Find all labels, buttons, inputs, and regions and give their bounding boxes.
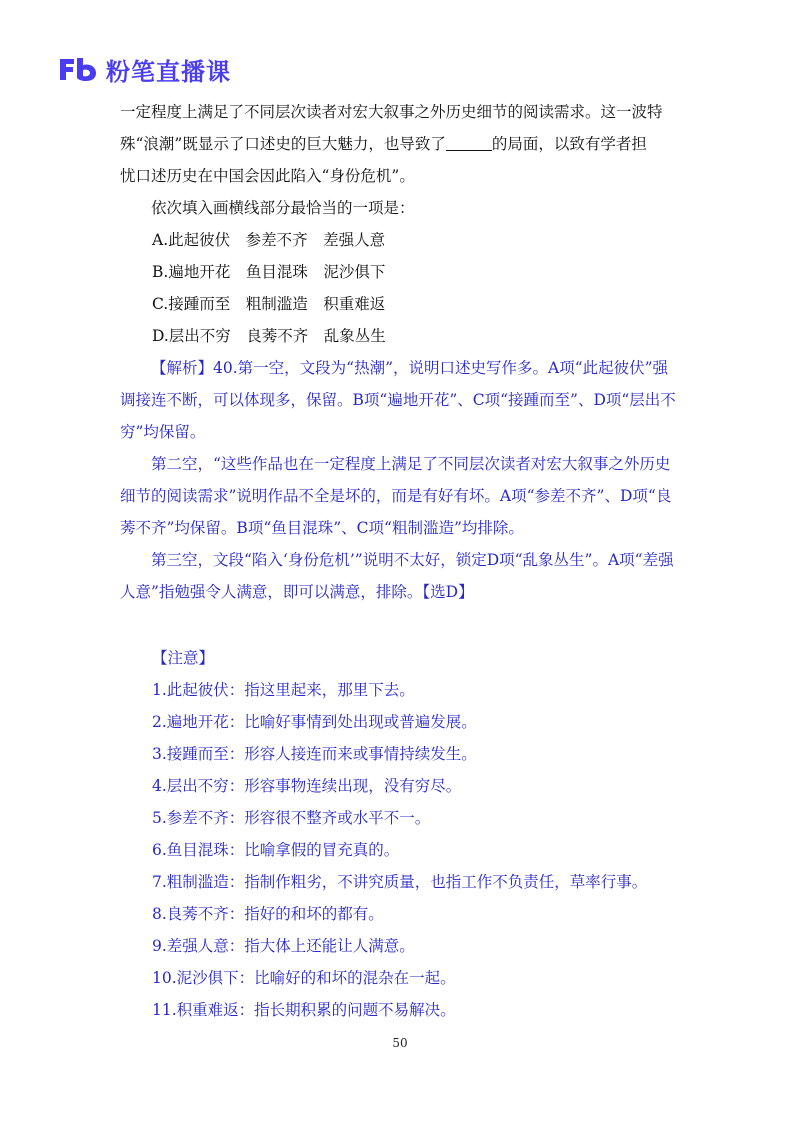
note-item: 9.差强人意：指大体上还能让人满意。 xyxy=(152,937,415,955)
note-item: 2.遍地开花：比喻好事情到处出现或普遍发展。 xyxy=(152,713,477,731)
question-line: 忧口述历史在中国会因此陷入“身份危机”。 xyxy=(120,167,415,185)
note-item: 5.参差不齐：形容很不整齐或水平不一。 xyxy=(152,809,431,827)
note-item: 1.此起彼伏：指这里起来，那里下去。 xyxy=(152,681,415,699)
note-item: 6.鱼目混珠：比喻拿假的冒充真的。 xyxy=(152,841,400,859)
note-item: 11.积重难返：指长期积累的问题不易解决。 xyxy=(152,1001,456,1019)
option-a: A.此起彼伏 参差不齐 差强人意 xyxy=(152,231,386,249)
option-c: C.接踵而至 粗制滥造 积重难返 xyxy=(152,295,386,313)
option-d: D.层出不穷 良莠不齐 乱象丛生 xyxy=(152,327,386,345)
brand-name: 粉笔直播课 xyxy=(106,57,231,86)
notes-title: 【注意】 xyxy=(152,649,215,667)
option-b: B.遍地开花 鱼目混珠 泥沙俱下 xyxy=(152,263,386,281)
note-item: 10.泥沙俱下：比喻好的和坏的混杂在一起。 xyxy=(152,969,456,987)
note-item: 7.粗制滥造：指制作粗劣，不讲究质量，也指工作不负责任，草率行事。 xyxy=(152,873,648,891)
note-item: 3.接踵而至：形容人接连而来或事情持续发生。 xyxy=(152,745,477,763)
analysis-paragraph-3: 第三空，文段“陷入‘身份危机’”说明不太好，锁定D项“乱象丛生”。A项“差强人意”指勉强令人满意，即可以满意，排除。【选D】 xyxy=(120,551,674,601)
analysis-paragraph-2: 第二空，“这些作品也在一定程度上满足了不同层次读者对宏大叙事之外历史细节的阅读需求”说明作品不全是坏的，而是有好有坏。A项“参差不齐”、D项“良莠不齐”均保留。B项“鱼目混珠”、C项“粗制滥造”均排除。 xyxy=(120,455,672,537)
question-line: 一定程度上满足了不同层次读者对宏大叙事之外历史细节的阅读需求。这一波特 xyxy=(120,103,663,121)
question-line-with-blank: 殊“浪潮”既显示了口述史的巨大魅力，也导致了 的局面，以致有学者担 xyxy=(120,128,682,160)
page-number: 50 xyxy=(392,1036,408,1050)
page-content xyxy=(120,96,682,1026)
page-header xyxy=(58,52,231,86)
note-item: 8.良莠不齐：指好的和坏的都有。 xyxy=(152,905,384,923)
analysis-paragraph-1: 【解析】40.第一空，文段为“热潮”，说明口述史写作多。A项“此起彼伏”强调接连不断，可以体现多，保留。B项“遍地开花”、C项“接踵而至”、D项“层出不穷”均保留。 xyxy=(120,359,676,441)
note-item: 4.层出不穷：形容事物连续出现，没有穷尽。 xyxy=(152,777,462,795)
fenbi-logo-icon xyxy=(58,56,98,82)
question-prompt: 依次填入画横线部分最恰当的一项是： xyxy=(151,199,415,217)
fill-blank xyxy=(446,132,492,151)
